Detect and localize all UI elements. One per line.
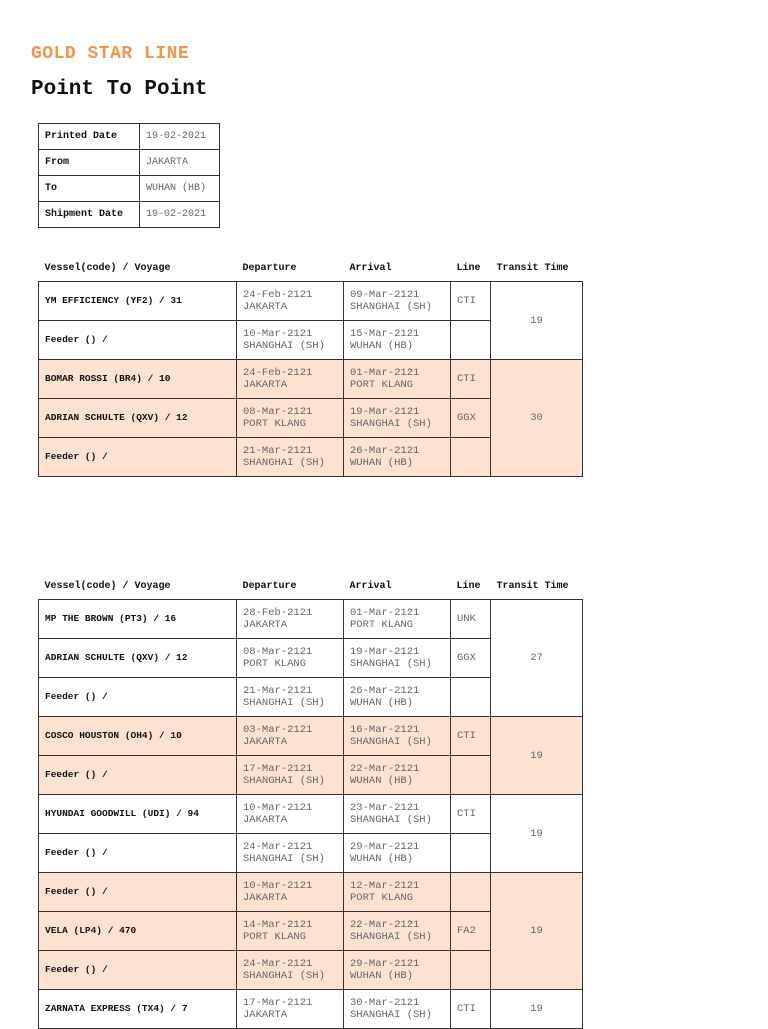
- departure-cell: [237, 717, 344, 756]
- vessel-voyage-cell: YM EFFICIENCY (YF2) / 31: [39, 282, 237, 321]
- schedule-table-1: [38, 255, 583, 477]
- departure-date: 17-Mar-2121: [243, 997, 313, 1009]
- departure-cell: [237, 795, 344, 834]
- departure-date: 24-Feb-2121: [243, 289, 313, 301]
- arrival-cell: [344, 321, 451, 360]
- schedule-header-row: [39, 573, 583, 600]
- departure-date: 24-Mar-2121: [243, 958, 313, 970]
- brand-name: GOLD STAR LINE: [31, 44, 190, 64]
- arrival-port: WUHAN (HB): [350, 970, 414, 982]
- column-header-vessel: Vessel(code) / Voyage: [44, 262, 171, 274]
- schedule-row: [39, 990, 583, 1029]
- arrival-port: WUHAN (HB): [350, 697, 414, 709]
- departure-port: JAKARTA: [243, 301, 288, 313]
- departure-date: 08-Mar-2121: [243, 406, 313, 418]
- departure-port: SHANGHAI (SH): [243, 457, 325, 469]
- arrival-port: PORT KLANG: [350, 619, 414, 631]
- arrival-date: 26-Mar-2121: [350, 685, 420, 697]
- departure-date: 10-Mar-2121: [243, 880, 313, 892]
- arrival-port: WUHAN (HB): [350, 457, 414, 469]
- departure-port: SHANGHAI (SH): [243, 775, 325, 787]
- transit-time-cell: 27: [491, 600, 583, 717]
- schedule-row: [39, 795, 583, 834]
- arrival-date: 26-Mar-2121: [350, 445, 420, 457]
- vessel-voyage-cell: HYUNDAI GOODWILL (UDI) / 94: [39, 795, 237, 834]
- vessel-voyage-cell: ZARNATA EXPRESS (TX4) / 7: [39, 990, 237, 1029]
- arrival-cell: [344, 873, 451, 912]
- schedule-row: [39, 873, 583, 912]
- arrival-cell: [344, 282, 451, 321]
- line-cell: [451, 951, 491, 990]
- vessel-voyage-cell: Feeder () /: [39, 678, 237, 717]
- arrival-date: 23-Mar-2121: [350, 802, 420, 814]
- departure-cell: [237, 756, 344, 795]
- line-cell: CTI: [451, 717, 491, 756]
- arrival-date: 16-Mar-2121: [350, 724, 420, 736]
- departure-port: PORT KLANG: [243, 658, 307, 670]
- departure-cell: [237, 678, 344, 717]
- line-cell: GGX: [451, 399, 491, 438]
- arrival-port: SHANGHAI (SH): [350, 736, 432, 748]
- line-cell: [451, 438, 491, 477]
- departure-port: SHANGHAI (SH): [243, 697, 325, 709]
- vessel-voyage-cell: ADRIAN SCHULTE (QXV) / 12: [39, 639, 237, 678]
- vessel-voyage-cell: Feeder () /: [39, 321, 237, 360]
- info-value: WUHAN (HB): [140, 176, 220, 202]
- arrival-port: SHANGHAI (SH): [350, 418, 432, 430]
- departure-date: 08-Mar-2121: [243, 646, 313, 658]
- departure-port: JAKARTA: [243, 736, 288, 748]
- arrival-cell: [344, 795, 451, 834]
- departure-port: PORT KLANG: [243, 931, 307, 943]
- arrival-port: SHANGHAI (SH): [350, 931, 432, 943]
- departure-date: 03-Mar-2121: [243, 724, 313, 736]
- departure-port: SHANGHAI (SH): [243, 340, 325, 352]
- info-value: 19-02-2021: [140, 202, 220, 228]
- departure-cell: [237, 321, 344, 360]
- arrival-cell: [344, 360, 451, 399]
- departure-cell: [237, 834, 344, 873]
- column-header-vessel: Vessel(code) / Voyage: [44, 580, 171, 592]
- departure-cell: [237, 600, 344, 639]
- arrival-cell: [344, 951, 451, 990]
- info-value: JAKARTA: [140, 150, 220, 176]
- departure-date: 17-Mar-2121: [243, 763, 313, 775]
- departure-cell: [237, 438, 344, 477]
- arrival-cell: [344, 600, 451, 639]
- departure-port: JAKARTA: [243, 814, 288, 826]
- arrival-date: 30-Mar-2121: [350, 997, 420, 1009]
- departure-port: PORT KLANG: [243, 418, 307, 430]
- info-row-to: [39, 176, 220, 202]
- column-header-arrival: Arrival: [349, 580, 392, 592]
- transit-time-cell: 30: [491, 360, 583, 477]
- line-cell: CTI: [451, 360, 491, 399]
- arrival-cell: [344, 717, 451, 756]
- info-row-shipment-date: [39, 202, 220, 228]
- schedule-row: [39, 717, 583, 756]
- transit-time-cell: 19: [491, 717, 583, 795]
- departure-port: JAKARTA: [243, 1009, 288, 1021]
- schedule-body: [39, 600, 583, 1029]
- arrival-date: 09-Mar-2121: [350, 289, 420, 301]
- arrival-cell: [344, 399, 451, 438]
- info-label: Printed Date: [39, 124, 140, 150]
- schedule-body: [39, 282, 583, 477]
- arrival-date: 29-Mar-2121: [350, 841, 420, 853]
- departure-cell: [237, 360, 344, 399]
- line-cell: [451, 321, 491, 360]
- vessel-voyage-cell: COSCO HOUSTON (OH4) / 10: [39, 717, 237, 756]
- schedule-row: [39, 282, 583, 321]
- transit-time-cell: 19: [491, 282, 583, 360]
- line-cell: CTI: [451, 795, 491, 834]
- departure-date: 10-Mar-2121: [243, 328, 313, 340]
- departure-port: SHANGHAI (SH): [243, 853, 325, 865]
- departure-date: 24-Mar-2121: [243, 841, 313, 853]
- arrival-date: 29-Mar-2121: [350, 958, 420, 970]
- info-label: Shipment Date: [39, 202, 140, 228]
- arrival-date: 22-Mar-2121: [350, 763, 420, 775]
- departure-date: 21-Mar-2121: [243, 685, 313, 697]
- info-label: From: [39, 150, 140, 176]
- departure-cell: [237, 873, 344, 912]
- departure-date: 10-Mar-2121: [243, 802, 313, 814]
- arrival-port: SHANGHAI (SH): [350, 658, 432, 670]
- departure-date: 28-Feb-2121: [243, 607, 313, 619]
- arrival-port: WUHAN (HB): [350, 853, 414, 865]
- schedule-row: [39, 600, 583, 639]
- departure-port: JAKARTA: [243, 379, 288, 391]
- schedule-header-row: [39, 255, 583, 282]
- schedule-table-2: [38, 573, 583, 1029]
- line-cell: CTI: [451, 990, 491, 1029]
- column-header-arrival: Arrival: [349, 262, 392, 274]
- departure-cell: [237, 639, 344, 678]
- column-header-transit-time: Transit Time: [496, 580, 569, 592]
- departure-port: JAKARTA: [243, 892, 288, 904]
- line-cell: [451, 678, 491, 717]
- vessel-voyage-cell: ADRIAN SCHULTE (QXV) / 12: [39, 399, 237, 438]
- schedule-row: [39, 360, 583, 399]
- line-cell: GGX: [451, 639, 491, 678]
- transit-time-cell: 19: [491, 873, 583, 990]
- departure-port: JAKARTA: [243, 619, 288, 631]
- line-cell: CTI: [451, 282, 491, 321]
- arrival-date: 15-Mar-2121: [350, 328, 420, 340]
- departure-cell: [237, 951, 344, 990]
- line-cell: [451, 756, 491, 795]
- arrival-cell: [344, 639, 451, 678]
- arrival-cell: [344, 438, 451, 477]
- page-title: Point To Point: [31, 78, 208, 101]
- column-header-departure: Departure: [242, 580, 297, 592]
- info-row-printed-date: [39, 124, 220, 150]
- arrival-date: 01-Mar-2121: [350, 607, 420, 619]
- departure-date: 24-Feb-2121: [243, 367, 313, 379]
- line-cell: FA2: [451, 912, 491, 951]
- arrival-port: SHANGHAI (SH): [350, 1009, 432, 1021]
- column-header-transit-time: Transit Time: [496, 262, 569, 274]
- vessel-voyage-cell: Feeder () /: [39, 834, 237, 873]
- line-cell: UNK: [451, 600, 491, 639]
- vessel-voyage-cell: Feeder () /: [39, 438, 237, 477]
- shipment-info-table: [38, 123, 220, 228]
- column-header-line: Line: [456, 580, 481, 592]
- departure-cell: [237, 282, 344, 321]
- arrival-port: SHANGHAI (SH): [350, 301, 432, 313]
- departure-cell: [237, 399, 344, 438]
- departure-cell: [237, 912, 344, 951]
- arrival-cell: [344, 678, 451, 717]
- arrival-date: 22-Mar-2121: [350, 919, 420, 931]
- arrival-date: 12-Mar-2121: [350, 880, 420, 892]
- arrival-port: SHANGHAI (SH): [350, 814, 432, 826]
- transit-time-cell: 19: [491, 990, 583, 1029]
- departure-date: 21-Mar-2121: [243, 445, 313, 457]
- transit-time-cell: 19: [491, 795, 583, 873]
- arrival-port: PORT KLANG: [350, 892, 414, 904]
- arrival-date: 01-Mar-2121: [350, 367, 420, 379]
- vessel-voyage-cell: Feeder () /: [39, 873, 237, 912]
- arrival-date: 19-Mar-2121: [350, 406, 420, 418]
- line-cell: [451, 873, 491, 912]
- arrival-cell: [344, 912, 451, 951]
- departure-cell: [237, 990, 344, 1029]
- vessel-voyage-cell: VELA (LP4) / 470: [39, 912, 237, 951]
- info-value: 19-02-2021: [140, 124, 220, 150]
- departure-date: 14-Mar-2121: [243, 919, 313, 931]
- column-header-departure: Departure: [242, 262, 297, 274]
- column-header-line: Line: [456, 262, 481, 274]
- vessel-voyage-cell: MP THE BROWN (PT3) / 16: [39, 600, 237, 639]
- info-row-from: [39, 150, 220, 176]
- arrival-cell: [344, 834, 451, 873]
- departure-port: SHANGHAI (SH): [243, 970, 325, 982]
- arrival-port: PORT KLANG: [350, 379, 414, 391]
- vessel-voyage-cell: Feeder () /: [39, 756, 237, 795]
- arrival-port: WUHAN (HB): [350, 775, 414, 787]
- vessel-voyage-cell: Feeder () /: [39, 951, 237, 990]
- info-label: To: [39, 176, 140, 202]
- arrival-cell: [344, 756, 451, 795]
- line-cell: [451, 834, 491, 873]
- arrival-cell: [344, 990, 451, 1029]
- arrival-port: WUHAN (HB): [350, 340, 414, 352]
- vessel-voyage-cell: BOMAR ROSSI (BR4) / 10: [39, 360, 237, 399]
- arrival-date: 19-Mar-2121: [350, 646, 420, 658]
